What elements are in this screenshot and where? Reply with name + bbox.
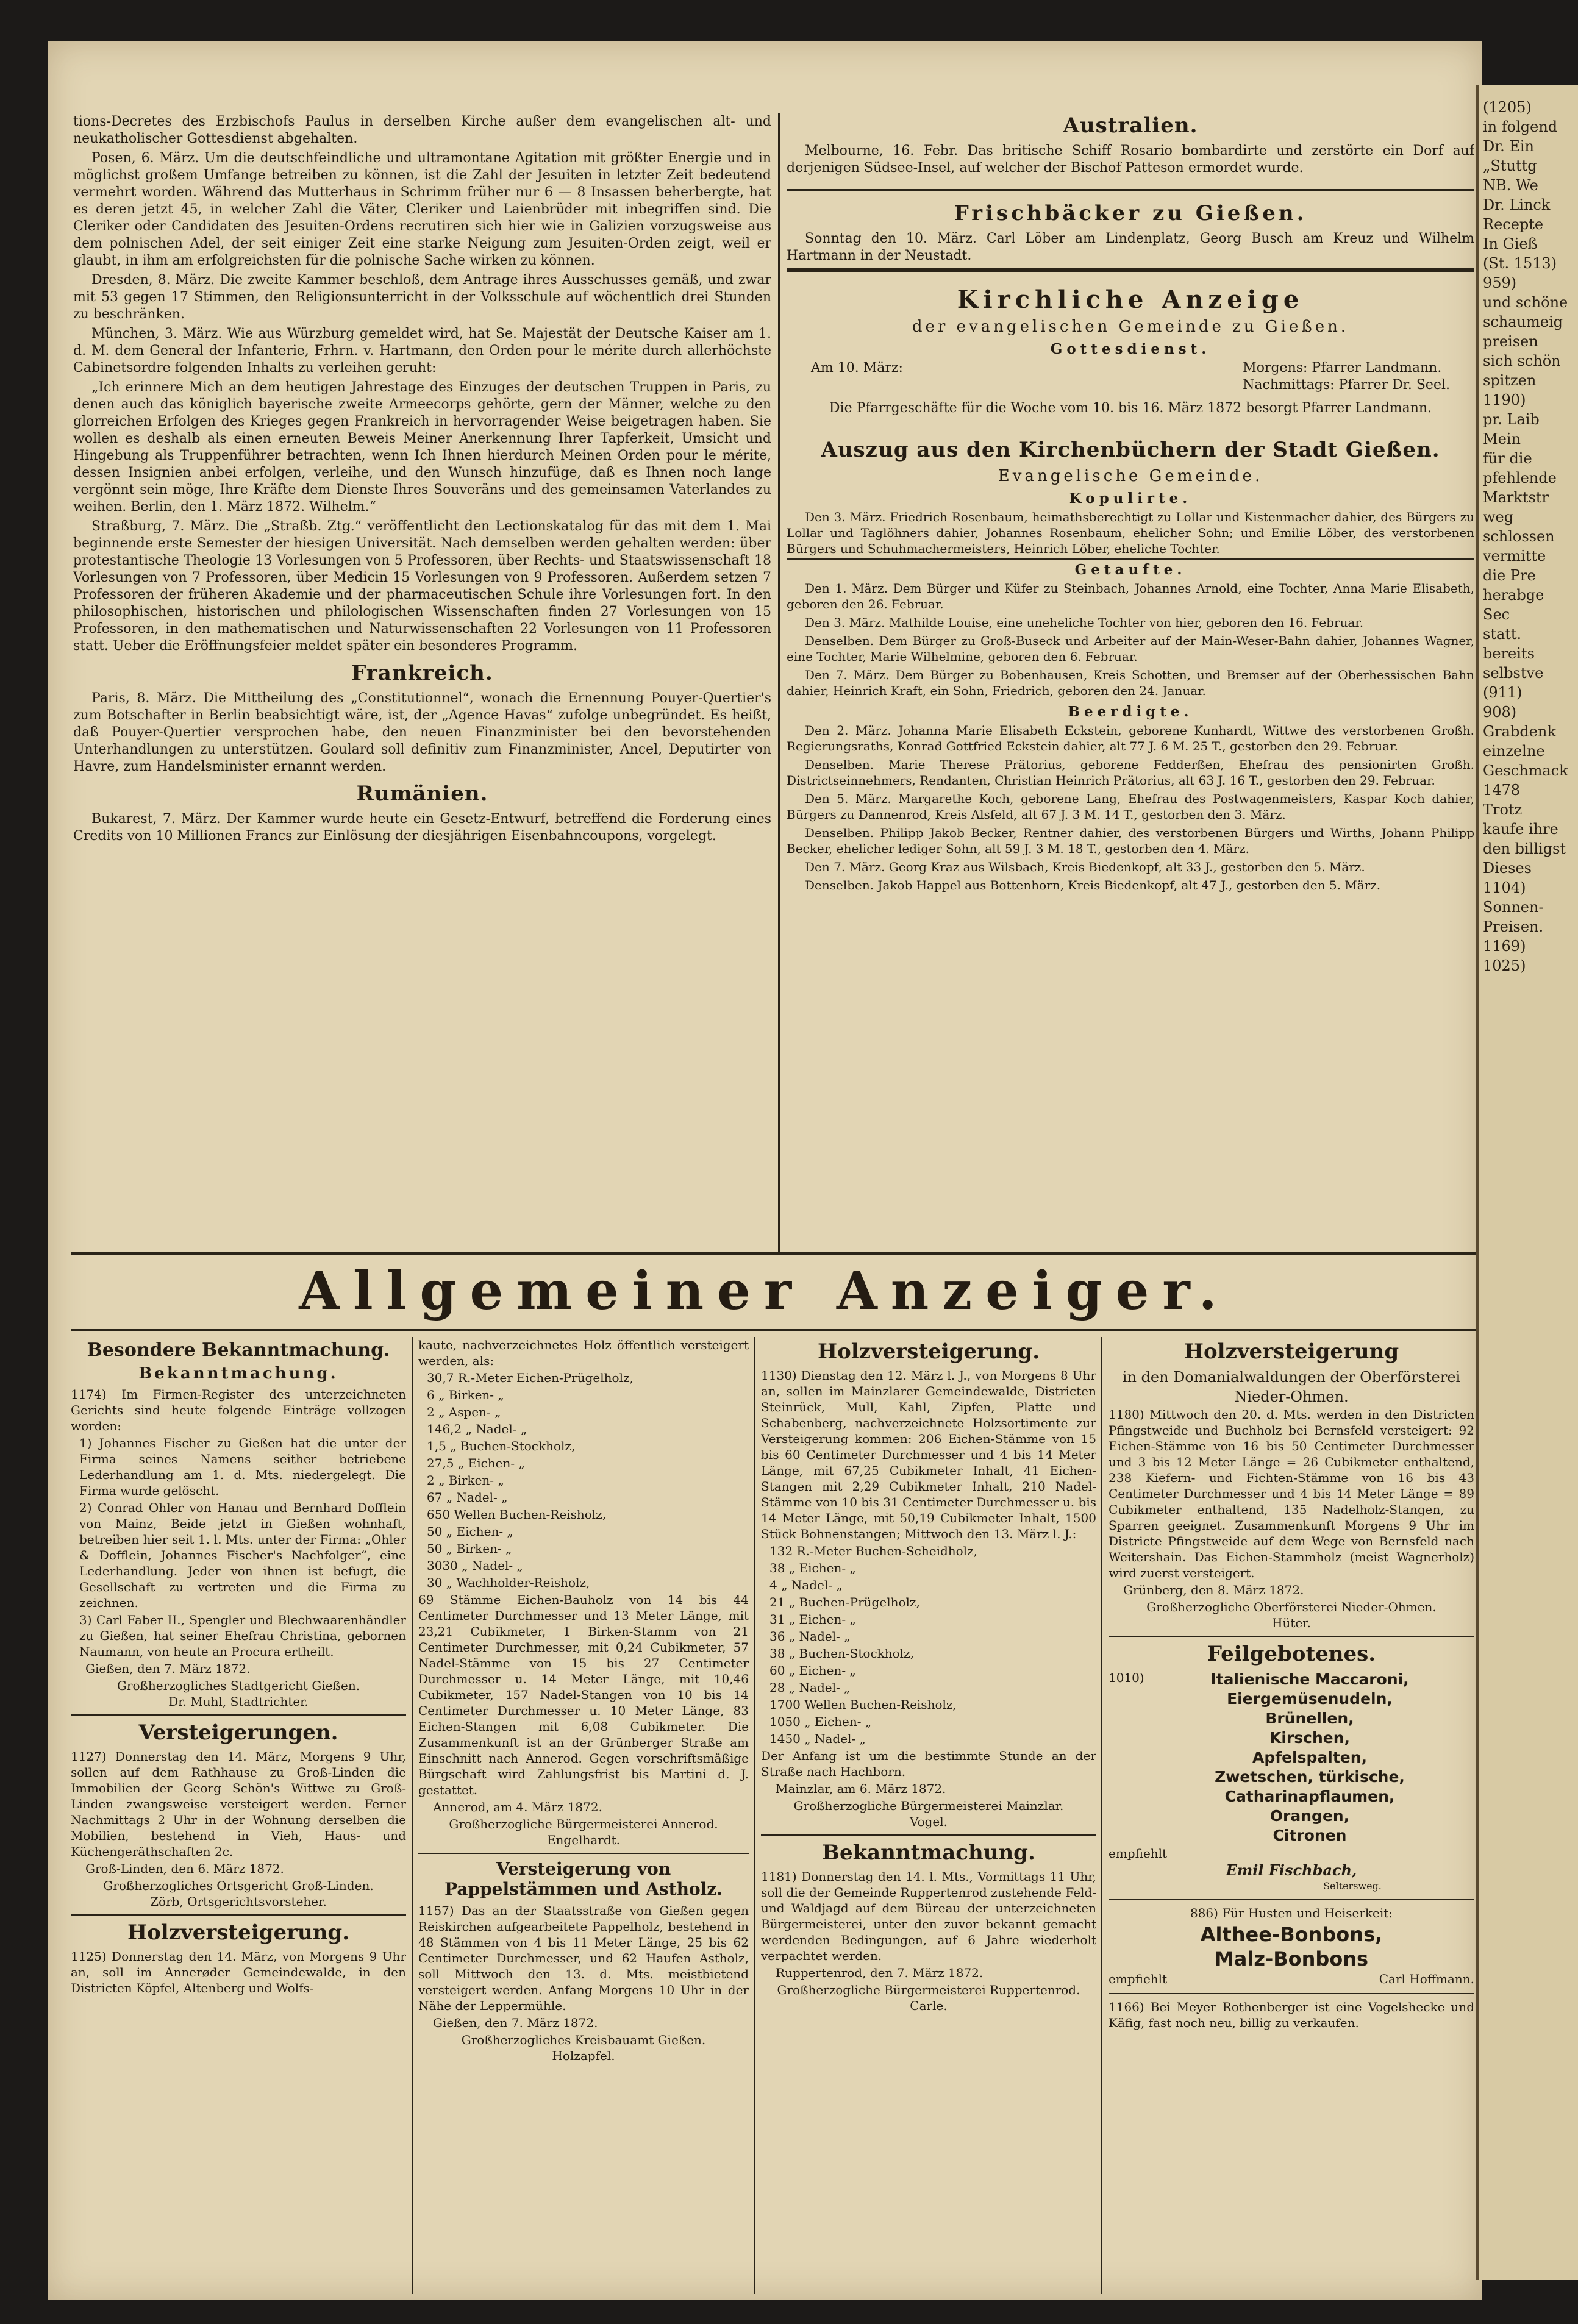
register-entry: Denselben. Philipp Jakob Becker, Rentner dahier, des verstorbenen Bürgers und Wirths, Johann Philipp Becker, ehelicher lediger Sohn, alt 59 J. 3 M. 18 T., gestorben den 4. März.	[787, 825, 1474, 856]
wood-list-item: 50 „ Birken- „	[427, 1541, 512, 1556]
ad-subheading: in den Domanialwaldungen der Oberförsterei Nieder-Ohmen.	[1122, 1369, 1461, 1405]
banner-bottom-rule	[71, 1329, 1479, 1331]
adjacent-page-line: 1025)	[1483, 957, 1526, 974]
section-heading: Auszug aus den Kirchenbüchern der Stadt Gießen.	[821, 438, 1440, 462]
ad-signature: Großherzogliche Oberförsterei Nieder-Ohmen.	[1146, 1600, 1437, 1614]
subsection-title: Getaufte.	[1074, 561, 1187, 578]
ad-divider	[71, 1714, 406, 1716]
register-entry: Den 1. März. Dem Bürger und Küfer zu Steinbach, Johannes Arnold, eine Tochter, Anna Marie Elisabeth, geboren den 26. Februar.	[787, 581, 1474, 611]
subsection-title: Evangelische Gemeinde.	[998, 467, 1263, 485]
adjacent-page-line: Grabdenk	[1483, 723, 1556, 740]
ad-heading: Versteigerung von Pappelstämmen und Astholz.	[444, 1859, 723, 1899]
advertiser-banner: Allgemeiner Anzeiger.	[299, 1260, 1230, 1322]
product-item: Catharinapflaumen,	[1224, 1788, 1395, 1805]
ad-text: 1174) Im Firmen-Register des unterzeichneten Gerichts sind heute folgende Einträge vollzogen worden:	[71, 1387, 406, 1433]
adjacent-page-line: (911)	[1483, 684, 1523, 701]
ad-date: Mainzlar, am 6. März 1872.	[776, 1781, 946, 1796]
ad-signature: Hüter.	[1272, 1616, 1311, 1630]
product-item: Italienische Maccaroni,	[1210, 1670, 1409, 1688]
ad-text: 1) Johannes Fischer zu Gießen hat die unter der Firma seines Namens seither betriebene Lederhandlung am 1. d. Mts. niedergelegt. Die Firma wurde gelöscht.	[79, 1436, 406, 1498]
ad-column-divider	[1101, 1337, 1102, 2294]
adjacent-page-line: weg	[1483, 508, 1514, 526]
wood-list-item: 30 „ Wachholder-Reisholz,	[427, 1575, 590, 1590]
service-times	[787, 360, 1474, 394]
ad-text: 1181) Donnerstag den 14. l. Mts., Vormittags 11 Uhr, soll die der Gemeinde Ruppertenrod zustehende Feld- und Waldjagd auf dem Büreau der unterzeichneten Bürgermeisterei, unter den zuvor bekannt gemacht werdenden Bedingungen, auf 6 Jahre wiederholt verpachtet werden.	[761, 1869, 1096, 1963]
adjacent-page-line: Mein	[1483, 430, 1521, 447]
product-item: Brünellen,	[1265, 1709, 1354, 1727]
adjacent-page-line: schlossen	[1483, 528, 1555, 545]
wood-list-item: 38 „ Buchen-Stockholz,	[769, 1646, 914, 1661]
ad-divider	[1109, 1899, 1474, 1900]
ad-signature: Großherzogliches Kreisbauamt Gießen.	[461, 2033, 706, 2047]
product-item: Eiergemüsenudeln,	[1227, 1690, 1393, 1708]
ad-heading: Holzversteigerung.	[127, 1920, 350, 1945]
ad-text: empfiehlt	[1109, 1972, 1168, 1986]
adjacent-page-line: preisen	[1483, 333, 1538, 350]
wood-list-item: 4 „ Nadel- „	[769, 1578, 843, 1592]
ad-date: Annerod, am 4. März 1872.	[433, 1800, 602, 1814]
wood-list-item: 31 „ Eichen- „	[769, 1612, 856, 1627]
ad-column-divider	[754, 1337, 755, 2294]
wood-list-item: 2 „ Aspen- „	[427, 1405, 501, 1419]
adjacent-page-line: Dieses	[1483, 860, 1532, 877]
ad-text: 2) Conrad Ohler von Hanau und Bernhard Dofflein von Mainz, Beide jetzt in Gießen wohnhaft, betreiben hier seit 1. l. Mts. unter der Firma: „Ohler & Dofflein, Johannes Fischer's Nachfolger“, eine Lederhandlung. Jeder von ihnen ist befugt, die Gesellschaft zu vertreten und die Firma zu zeichnen.	[79, 1500, 406, 1610]
news-paragraph: Melbourne, 16. Febr. Das britische Schiff Rosario bombardirte und zerstörte ein Dorf auf derjenigen Südsee-Insel, auf welcher der Bischof Patteson ermordet wurde.	[787, 143, 1474, 176]
notice-title: Kirchliche Anzeige	[957, 285, 1304, 314]
wood-list-item: 50 „ Eichen- „	[427, 1524, 513, 1539]
adjacent-page-line: 908)	[1483, 704, 1517, 721]
wood-list-item: 36 „ Nadel- „	[769, 1629, 851, 1644]
product-title: Malz-Bonbons	[1214, 1947, 1369, 1970]
ad-text: Der Anfang ist um die bestimmte Stunde an der Straße nach Hachborn.	[761, 1748, 1096, 1779]
news-paragraph: Posen, 6. März. Um die deutschfeindliche und ultramontane Agitation mit größter Energie und in möglichst großem Umfange betreiben zu können, ist die Zahl der Jesuiten in letzter Zeit bedeutend vermehrt worden. Während das Mutterhaus in Schrimm früher nur 6 — 8 Insassen beherbergte, hat es deren jetzt 45, in welcher Zahl die Väter, Cleriker und Laienbrüder mit inbegriffen sind. Die Cleriker oder Candidaten des Jesuiten-Ordens recrutiren sich hier wie in Galizien vorzugsweise aus dem polnischen Adel, der seit einiger Zeit eine starke Neigung zum Jesuiten-Orden zeigt, weil er glaubt, in ihm am erfolgreichsten für die polnische Sache wirken zu können.	[73, 151, 771, 268]
register-entry: Den 3. März. Mathilde Louise, eine uneheliche Tochter von hier, geboren den 16. Februar.	[805, 615, 1364, 630]
news-paragraph: „Ich erinnere Mich an dem heutigen Jahrestage des Einzuges der deutschen Truppen in Paris, zu denen auch das königlich bayerische zweite Armeecorps gehörte, gern der Männer, welche zu den glorreichen Erfolgen des Krieges gegen Frankreich in hervorragender Weise beigetragen haben. Sie wollen es deshalb als einen erneuten Beweis Meiner Anerkennung Ihrer Tapferkeit, Umsicht und Hingebung als Truppenführer betrachten, wenn Ich Ihnen hierdurch Meinen Orden pour le mérite, dessen Insignien anbei erfolgen, verleihe, und den Wunsch hinzufüge, daß es Ihnen noch lange vergönnt sein möge, Ihre Kräfte dem Dienste Ihres Souveräns und des gemeinsamen Vaterlandes zu weihen. Berlin, den 1. März 1872. Wilhelm.“	[73, 380, 771, 515]
section-heading: Frankreich.	[351, 661, 493, 685]
adjacent-page-line: sich schön	[1483, 352, 1561, 369]
ad-column-4	[1109, 1337, 1474, 2300]
news-paragraph: Sonntag den 10. März. Carl Löber am Lindenplatz, Georg Busch am Kreuz und Wilhelm Hartmann in der Neustadt.	[787, 231, 1474, 263]
wood-list-item: 6 „ Birken- „	[427, 1388, 504, 1402]
adjacent-page-line: pfehlende	[1483, 469, 1557, 487]
news-column-right	[787, 113, 1474, 1249]
adjacent-page-line: kaufe ihre	[1483, 821, 1558, 838]
wood-list-item: 21 „ Buchen-Prügelholz,	[769, 1595, 920, 1609]
product-item: Zwetschen, türkische,	[1215, 1768, 1405, 1786]
adjacent-page-line: Sec	[1483, 606, 1510, 623]
ad-divider	[1109, 1993, 1474, 1994]
ad-text: 69 Stämme Eichen-Bauholz von 14 bis 44 Centimeter Durchmesser und 13 Meter Länge, mit 23,21 Cubikmeter, 1 Birken-Stamm von 21 Centimeter Durchmesser, mit 0,24 Cubikmeter, 57 Nadel-Stämme von 15 bis 27 Centimeter Durchmesser u. 14 Meter Länge, mit 10,46 Cubikmeter, 157 Nadel-Stangen von 10 bis 14 Centimeter Durchmesser u. 10 Meter Länge, 83 Eichen-Stangen mit 6,08 Cubikmeter. Die Zusammenkunft ist an der Grünberger Straße am Einschnitt nach Annerod. Gegen vorschriftsmäßige Bürgschaft wird Zahlungsfrist bis Martini d. J. gestattet.	[418, 1592, 749, 1797]
ad-divider	[1109, 1636, 1474, 1637]
adjacent-page-line: den billigst	[1483, 840, 1566, 857]
adjacent-page-line: Geschmack	[1483, 762, 1568, 779]
wood-list-item: 27,5 „ Eichen- „	[427, 1456, 525, 1470]
adjacent-page-line: statt.	[1483, 626, 1522, 643]
news-column-left	[73, 113, 771, 1249]
ad-divider	[71, 1914, 406, 1916]
register-entry: Den 7. März. Dem Bürger zu Bobenhausen, Kreis Schotten, und Bremser auf der Oberhessischen Bahn dahier, Heinrich Kraft, ein Sohn, Friedrich, geboren den 24. Januar.	[787, 668, 1474, 698]
ad-divider	[761, 1834, 1096, 1836]
adjacent-page-line: 1190)	[1483, 391, 1526, 408]
merchant-name: Emil Fischbach,	[1226, 1861, 1357, 1879]
news-paragraph: Die Pfarrgeschäfte für die Woche vom 10. bis 16. März 1872 besorgt Pfarrer Landmann.	[829, 401, 1432, 416]
wood-list-item: 132 R.-Meter Buchen-Scheidholz,	[769, 1544, 977, 1558]
news-paragraph: Bukarest, 7. März. Der Kammer wurde heute ein Gesetz-Entwurf, betreffend die Forderung eines Credits von 10 Millionen Francs zur Einlösung der diesjährigen Eisenbahncoupons, vorgelegt.	[73, 811, 771, 844]
ad-column-2	[418, 1337, 749, 2300]
ad-divider	[418, 1853, 749, 1854]
service-date: Am 10. März:	[811, 360, 903, 376]
adjacent-page-line: pr. Laib	[1483, 411, 1540, 428]
ad-text: 1180) Mittwoch den 20. d. Mts. werden in den Districten Pfingstweide und Buchholz bei Bernsfeld versteigert: 92 Eichen-Stämme von 16 bis 50 Centimeter Durchmesser und 3 bis 12 Meter Länge = 26 Cubikmeter enthaltend, 238 Kiefern- und Fichten-Stämme von 16 bis 43 Centimeter Durchmesser und 4 bis 14 Meter Länge = 89 Cubikmeter enthaltend, 135 Nadelholz-Stangen, zu Sparren geeignet. Zusammenkunft Morgens 9 Uhr im Districte Pfingstweide auf dem Wege von Bernsfeld nach Weitershain. Das Eichen-Stammholz (meist Wagnerholz) wird zuerst versteigert.	[1109, 1407, 1474, 1580]
adjacent-page-line: für die	[1483, 450, 1532, 467]
adjacent-page-line: Trotz	[1483, 801, 1523, 818]
register-entry: Den 2. März. Johanna Marie Elisabeth Eckstein, geborene Kunhardt, Wittwe des verstorbenen Großh. Regierungsraths, Konrad Gottfried Eckstein dahier, alt 77 J. 6 M. 25 T., gestorben den 29. Februar.	[787, 723, 1474, 754]
register-entry: Den 5. März. Margarethe Koch, geborene Lang, Ehefrau des Postwagenmeisters, Kaspar Koch dahier, Bürgers zu Dannenrod, Kreis Alsfeld, alt 67 J. 3 M. 14 T., gestorben den 3. März.	[787, 791, 1474, 822]
ad-signature: Dr. Muhl, Stadtrichter.	[168, 1694, 309, 1709]
morning-service: Morgens: Pfarrer Landmann.	[1243, 360, 1442, 376]
wood-list-item: 1,5 „ Buchen-Stockholz,	[427, 1439, 576, 1453]
adjacent-page-line: Dr. Linck	[1483, 196, 1551, 213]
wood-list-item: 2 „ Birken- „	[427, 1473, 504, 1488]
section-heading: Frischbäcker zu Gießen.	[954, 201, 1307, 226]
section-heading: Rumänien.	[356, 782, 488, 806]
wood-list-item: 3030 „ Nadel- „	[427, 1558, 523, 1573]
adjacent-page-line: Preisen.	[1483, 918, 1544, 935]
wood-list-item: 30,7 R.-Meter Eichen-Prügelholz,	[427, 1371, 634, 1385]
product-item: Orangen,	[1269, 1807, 1350, 1825]
ad-text: kaute, nachverzeichnetes Holz öffentlich versteigert werden, als:	[418, 1338, 749, 1368]
news-paragraph: tions-Decretes des Erzbischofs Paulus in derselben Kirche außer dem evangelischen alt- und neukatholischer Gottesdienst abgehalten.	[73, 114, 771, 146]
ad-heading: Besondere Bekanntmachung.	[87, 1339, 390, 1361]
ad-column-1	[71, 1337, 406, 2300]
adjacent-page-line: NB. We	[1483, 177, 1538, 194]
afternoon-service: Nachmittags: Pfarrer Dr. Seel.	[1243, 377, 1450, 393]
merchant-name: Carl Hoffmann.	[1379, 1972, 1474, 1986]
news-paragraph: München, 3. März. Wie aus Würzburg gemeldet wird, hat Se. Majestät der Deutsche Kaiser am 1. d. M. dem General der Infanterie, Frhrn. v. Hartmann, den Orden pour le mérite durch allerhöchste Cabinetsordre folgenden Inhalts zu verleihen geruht:	[73, 326, 771, 376]
ad-signature: Großherzogliche Bürgermeisterei Mainzlar.	[793, 1798, 1064, 1813]
adjacent-page-line: vermitte	[1483, 547, 1546, 565]
ad-signature: Vogel.	[909, 1814, 948, 1829]
ad-text: 1125) Donnerstag den 14. März, von Morgens 9 Uhr an, soll im Annerøder Gemeindewalde, in den Districten Köpfel, Altenberg und Wolfs-	[71, 1949, 406, 1995]
ad-heading: Holzversteigerung	[1184, 1339, 1399, 1364]
wood-list-item: 1050 „ Eichen- „	[769, 1714, 872, 1729]
adjacent-page-fragments	[1479, 85, 1578, 975]
adjacent-page-line: In Gieß	[1483, 235, 1538, 252]
ad-heading: Bekanntmachung.	[822, 1841, 1035, 1865]
wood-list-item: 67 „ Nadel- „	[427, 1490, 508, 1505]
adjacent-page-line: 1104)	[1483, 879, 1526, 896]
ad-date: Grünberg, den 8. März 1872.	[1123, 1583, 1304, 1597]
register-entry: Denselben. Dem Bürger zu Groß-Buseck und Arbeiter auf der Main-Weser-Bahn dahier, Johannes Wagner, eine Tochter, Marie Wilhelmine, geboren den 6. Februar.	[787, 633, 1474, 664]
ad-heading: Versteigerungen.	[138, 1720, 338, 1745]
adjacent-page-line: 1169)	[1483, 938, 1526, 955]
wood-list-item: 28 „ Nadel- „	[769, 1680, 851, 1695]
adjacent-page-line: in folgend	[1483, 118, 1558, 135]
product-list	[1145, 1670, 1474, 1845]
ad-column-divider	[412, 1337, 413, 2294]
adjacent-page-line: Recepte	[1483, 216, 1544, 233]
adjacent-page-line: und schöne	[1483, 294, 1568, 311]
ad-date: Gießen, den 7. März 1872.	[433, 2016, 598, 2030]
adjacent-page-line: selbstve	[1483, 665, 1544, 682]
product-item: Kirschen,	[1269, 1729, 1351, 1747]
merchant-address: Seltersweg.	[1323, 1880, 1382, 1892]
news-paragraph: Paris, 8. März. Die Mittheilung des „Constitutionnel“, wonach die Ernennung Pouyer-Quertier's zum Botschafter in Berlin beabsichtigt wäre, ist, der „Agence Havas“ zufolge unbegründet. Es heißt, daß Pouyer-Quertier versprochen habe, den neuen Finanzminister bei den bevorstehenden Unterhandlungen zu unterstützen. Goulard soll definitiv zum Finanzminister, Ancel, Deputirter von Havre, zum Handelsminister ernannt werden.	[73, 691, 771, 774]
ad-signature: Carle.	[910, 1998, 948, 2013]
ad-date: Ruppertenrod, den 7. März 1872.	[776, 1966, 984, 1980]
column-divider	[778, 113, 780, 1253]
product-item: Apfelspalten,	[1252, 1748, 1368, 1766]
adjacent-page-line: 1478	[1483, 782, 1521, 799]
ad-number: 1010)	[1109, 1670, 1144, 1685]
adjacent-page-line: spitzen	[1483, 372, 1537, 389]
adjacent-page-line: „Stuttg	[1483, 157, 1537, 174]
ad-text: 886) Für Husten und Heiserkeit:	[1190, 1906, 1393, 1920]
ad-signature: Großherzogliches Ortsgericht Groß-Linden.	[103, 1878, 374, 1893]
wood-list-item: 146,2 „ Nadel- „	[427, 1422, 527, 1436]
news-paragraph: Dresden, 8. März. Die zweite Kammer beschloß, dem Antrage ihres Ausschusses gemäß, und zwar mit 53 gegen 17 Stimmen, den Religionsunterricht in der Volksschule auf wöchentlich drei Stunden zu beschränken.	[73, 273, 771, 322]
notice-subtitle: der evangelischen Gemeinde zu Gießen.	[912, 318, 1349, 336]
ad-date: Groß-Linden, den 6. März 1872.	[85, 1861, 284, 1876]
adjacent-page-line: (St. 1513)	[1483, 255, 1557, 272]
ad-signature: Großherzogliches Stadtgericht Gießen.	[116, 1678, 360, 1693]
newspaper-page	[48, 41, 1482, 2300]
subsection-title: Kopulirte.	[1069, 490, 1192, 507]
ad-signature: Großherzogliche Bürgermeisterei Ruppertenrod.	[777, 1983, 1080, 1997]
wood-list-item: 60 „ Eichen- „	[769, 1663, 856, 1678]
ad-heading: Holzversteigerung.	[817, 1339, 1040, 1364]
adjacent-page-line: Sonnen-	[1483, 899, 1544, 916]
ad-heading: Feilgebotenes.	[1207, 1642, 1376, 1666]
ad-text: 1130) Dienstag den 12. März l. J., von Morgens 8 Uhr an, sollen im Mainzlarer Gemeindewalde, Districten Steinrück, Mull, Kahl, Zipfen, Platte und Schabenberg, nachverzeichnete Holzsortimente zur Versteigerung kommen: 206 Eichen-Stämme von 15 bis 60 Centimeter Durchmesser und 4 bis 14 Meter Länge, mit 67,25 Cubikmeter Inhalt, 41 Eichen-Stangen mit 2,29 Cubikmeter Inhalt, 210 Nadel-Stämme von 10 bis 31 Centimeter Durchmesser u. bis 14 Meter Länge, mit 50,19 Cubikmeter Inhalt, 1500 Stück Bohnenstangen; Mittwoch den 13. März l. J.:	[761, 1368, 1096, 1541]
news-paragraph: Straßburg, 7. März. Die „Straßb. Ztg.“ veröffentlicht den Lectionskatalog für das mit dem 1. Mai beginnende erste Semester der hiesigen Universität. Nach demselben werden gehalten werden: über protestantische Theologie 13 Vorlesungen von 5 Professoren, über Rechts- und Staatswissenschaft 18 Vorlesungen von 7 Professoren, über Medicin 15 Vorlesungen von 9 Professoren. Außerdem setzen 7 Professoren der früheren Akademie und der pharmaceutischen Schule ihre Vorlesungen fort. In den philosophischen, historischen und philologischen Wissenschaften finden 27 Vorlesungen von 15 Professoren, in den mathematischen und Naturwissenschaften 22 Vorlesungen von 11 Professoren statt. Ueber die Eröffnungsfeier meldet später ein besonderes Programm.	[73, 519, 771, 654]
ad-column-3	[761, 1337, 1096, 2300]
ad-signature: Großherzogliche Bürgermeisterei Annerod.	[449, 1817, 718, 1831]
wood-list-item: 1700 Wellen Buchen-Reisholz,	[769, 1697, 957, 1712]
ad-signature: Zörb, Ortsgerichtsvorsteher.	[150, 1894, 327, 1909]
ad-subheading: Bekanntmachung.	[138, 1364, 338, 1383]
product-title: Althee-Bonbons,	[1200, 1923, 1383, 1946]
adjacent-page-line: herabge	[1483, 586, 1544, 604]
adjacent-page-line: Marktstr	[1483, 489, 1549, 506]
adjacent-page-line: schaumeig	[1483, 313, 1563, 330]
product-item: Citronen	[1273, 1827, 1347, 1844]
ad-text: 1166) Bei Meyer Rothenberger ist eine Vogelshecke und Käfig, fast noch neu, billig zu verkaufen.	[1109, 2000, 1474, 2030]
wood-list-item: 650 Wellen Buchen-Reisholz,	[427, 1507, 607, 1522]
section-heading: Australien.	[1063, 113, 1198, 138]
wood-list-item: 1450 „ Nadel- „	[769, 1731, 866, 1746]
adjacent-page-line: einzelne	[1483, 743, 1545, 760]
adjacent-page-edge	[1476, 85, 1578, 2280]
subsection-title: Beerdigte.	[1068, 704, 1193, 720]
adjacent-page-line: Dr. Ein	[1483, 138, 1534, 155]
adjacent-page-line: 959)	[1483, 274, 1517, 291]
ad-date: Gießen, den 7. März 1872.	[85, 1661, 251, 1676]
adjacent-page-line: die Pre	[1483, 567, 1536, 584]
register-entry: Denselben. Jakob Happel aus Bottenhorn, Kreis Biedenkopf, alt 47 J., gestorben den 5. März.	[805, 878, 1381, 893]
adjacent-page-line: bereits	[1483, 645, 1535, 662]
wood-list-item: 38 „ Eichen- „	[769, 1561, 856, 1575]
ad-text: 3) Carl Faber II., Spengler und Blechwaarenhändler zu Gießen, hat seiner Ehefrau Christina, gebornen Naumann, von heute an Procura ertheilt.	[79, 1613, 406, 1659]
ad-text: 1157) Das an der Staatsstraße von Gießen gegen Reiskirchen aufgearbeitete Pappelholz, bestehend in 48 Stämmen von 4 bis 11 Meter Länge, 25 bis 62 Centimeter Durchmesser, und 62 Haufen Astholz, soll Mittwoch den 13. d. Mts. meistbietend versteigert werden. Anfang Morgens 10 Uhr in der Nähe der Leppermühle.	[418, 1903, 749, 2013]
register-entry: Den 3. März. Friedrich Rosenbaum, heimathsberechtigt zu Lollar und Kistenmacher dahier, des Bürgers zu Lollar und Taglöhners dahier, Johannes Rosenbaum, ehelicher Sohn; und Emilie Löber, des verstorbenen Bürgers und Schuhmachermeisters, Heinrich Löber, eheliche Tochter.	[787, 510, 1474, 556]
register-entry: Den 7. März. Georg Kraz aus Wilsbach, Kreis Biedenkopf, alt 33 J., gestorben den 5. März.	[805, 860, 1365, 874]
ad-text: empfiehlt	[1109, 1846, 1168, 1861]
wood-list	[418, 1370, 749, 1591]
ad-signature: Holzapfel.	[552, 2048, 615, 2063]
register-entry: Denselben. Marie Therese Prätorius, geborene Fedderßen, Ehefrau des pensionirten Großh. Districtseinnehmers, Rendanten, Christian Heinrich Prätorius, alt 63 J. 16 T., gestorben den 29. Februar.	[787, 757, 1474, 788]
service-preachers	[1243, 360, 1450, 394]
adjacent-page-line: (1205)	[1483, 99, 1532, 116]
ad-signature: Engelhardt.	[546, 1833, 621, 1847]
subsection-title: Gottesdienst.	[1050, 341, 1211, 357]
wood-list	[761, 1543, 1096, 1747]
ad-text: 1127) Donnerstag den 14. März, Morgens 9 Uhr, sollen auf dem Rathhause zu Groß-Linden die Immobilien der Georg Schön's Wittwe zu Groß-Linden zwangsweise versteigert werden. Ferner Nachmittags 2 Uhr in der Wohnung derselben die Mobilien, bestehend in Vieh, Haus- und Küchengeräthschaften 2c.	[71, 1749, 406, 1859]
